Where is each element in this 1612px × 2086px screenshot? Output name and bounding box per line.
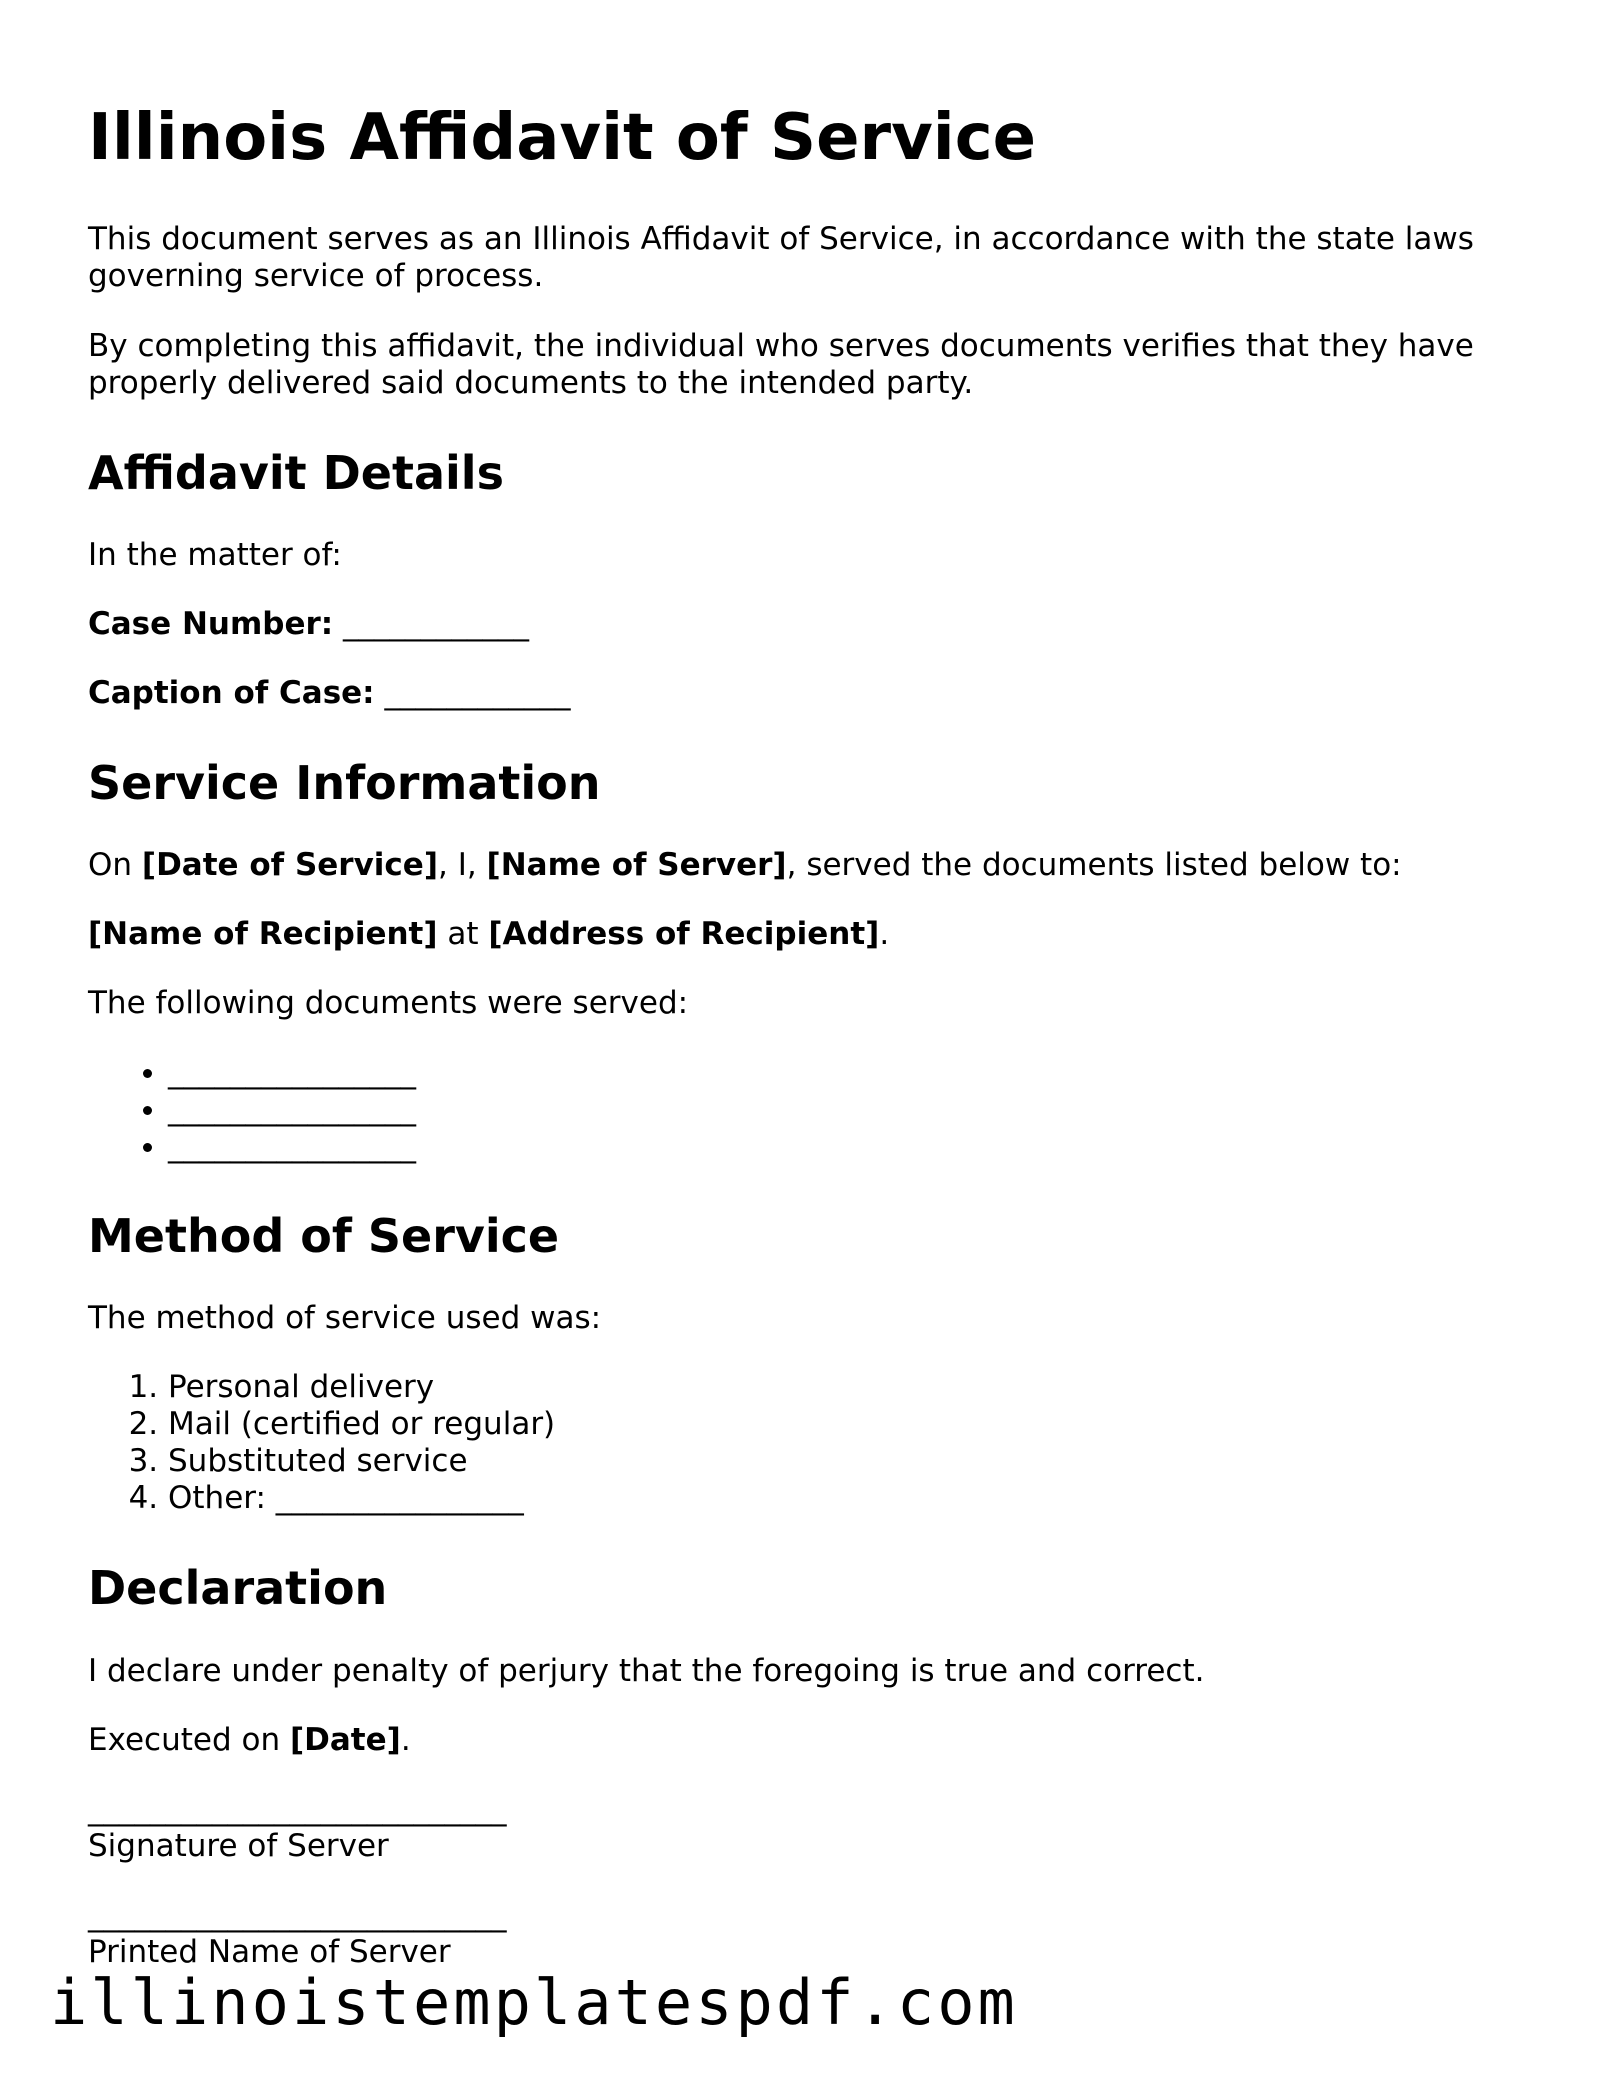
name-of-recipient-placeholder: [Name of Recipient]: [88, 916, 438, 953]
method-intro: The method of service used was:: [88, 1300, 602, 1337]
intro-paragraph: This document serves as an Illinois Affidavit of Service, in accordance with the state laws governing service of process.: [88, 220, 1474, 294]
executed-line: [88, 1722, 1528, 1759]
page-title: Illinois Affidavit of Service: [88, 101, 1037, 175]
method-of-service-heading: Method of Service: [88, 1209, 560, 1264]
intro-section: [88, 221, 1528, 402]
executed-date-placeholder: [Date]: [289, 1721, 401, 1758]
signature-line: ___________________________: [88, 1790, 507, 1827]
case-number-label: Case Number:: [88, 605, 334, 642]
signature-field: [88, 1791, 1528, 1865]
case-number-line: [88, 606, 1528, 643]
service-information-heading: Service Information: [88, 755, 601, 810]
signature-block: [88, 1791, 1528, 1971]
method-options-list: [88, 1369, 1528, 1517]
declaration-statement: I declare under penalty of perjury that the foregoing is true and correct.: [88, 1652, 1205, 1689]
documents-list: [88, 1054, 1528, 1165]
list-item: 1. Personal delivery: [168, 1369, 1528, 1406]
list-item: 4. Other: ________________: [168, 1480, 1528, 1517]
list-item: 3. Substituted service: [168, 1443, 1528, 1480]
recipient-line: [88, 916, 1528, 953]
document-page: [88, 100, 1528, 2003]
caption-blank: ____________: [384, 674, 571, 711]
printed-name-label: Printed Name of Server: [88, 1933, 451, 1970]
date-of-service-placeholder: [Date of Service]: [141, 847, 438, 884]
caption-line: [88, 675, 1528, 712]
case-number-blank: ____________: [343, 605, 530, 642]
intro-paragraph: By completing this affidavit, the individual who serves documents verifies that they have properly delivered said documents to the intended party.: [88, 327, 1474, 401]
recipient-end-text: .: [879, 916, 890, 953]
matter-text: In the matter of:: [88, 536, 342, 573]
service-on-text: On: [88, 847, 142, 884]
watermark: illinoistemplatespdf.com: [50, 1966, 1018, 2039]
address-of-recipient-placeholder: [Address of Recipient]: [488, 916, 880, 953]
list-item: • ________________: [168, 1054, 1528, 1091]
service-i-text: , I,: [437, 847, 487, 884]
printed-name-line: ___________________________: [88, 1896, 507, 1933]
list-item: • ________________: [168, 1128, 1528, 1165]
recipient-at-text: at: [437, 916, 489, 953]
service-line: [88, 847, 1528, 884]
documents-intro: The following documents were served:: [88, 985, 689, 1022]
printed-name-field: [88, 1897, 1528, 1971]
service-rest-text: , served the documents listed below to:: [786, 847, 1402, 884]
signature-label: Signature of Server: [88, 1827, 389, 1864]
caption-label: Caption of Case:: [88, 674, 375, 711]
declaration-heading: Declaration: [88, 1561, 388, 1616]
list-item: 2. Mail (certified or regular): [168, 1406, 1528, 1443]
executed-suffix: .: [400, 1721, 411, 1758]
name-of-server-placeholder: [Name of Server]: [486, 847, 787, 884]
affidavit-details-heading: Affidavit Details: [88, 445, 504, 500]
list-item: • ________________: [168, 1091, 1528, 1128]
executed-prefix: Executed on: [88, 1721, 290, 1758]
